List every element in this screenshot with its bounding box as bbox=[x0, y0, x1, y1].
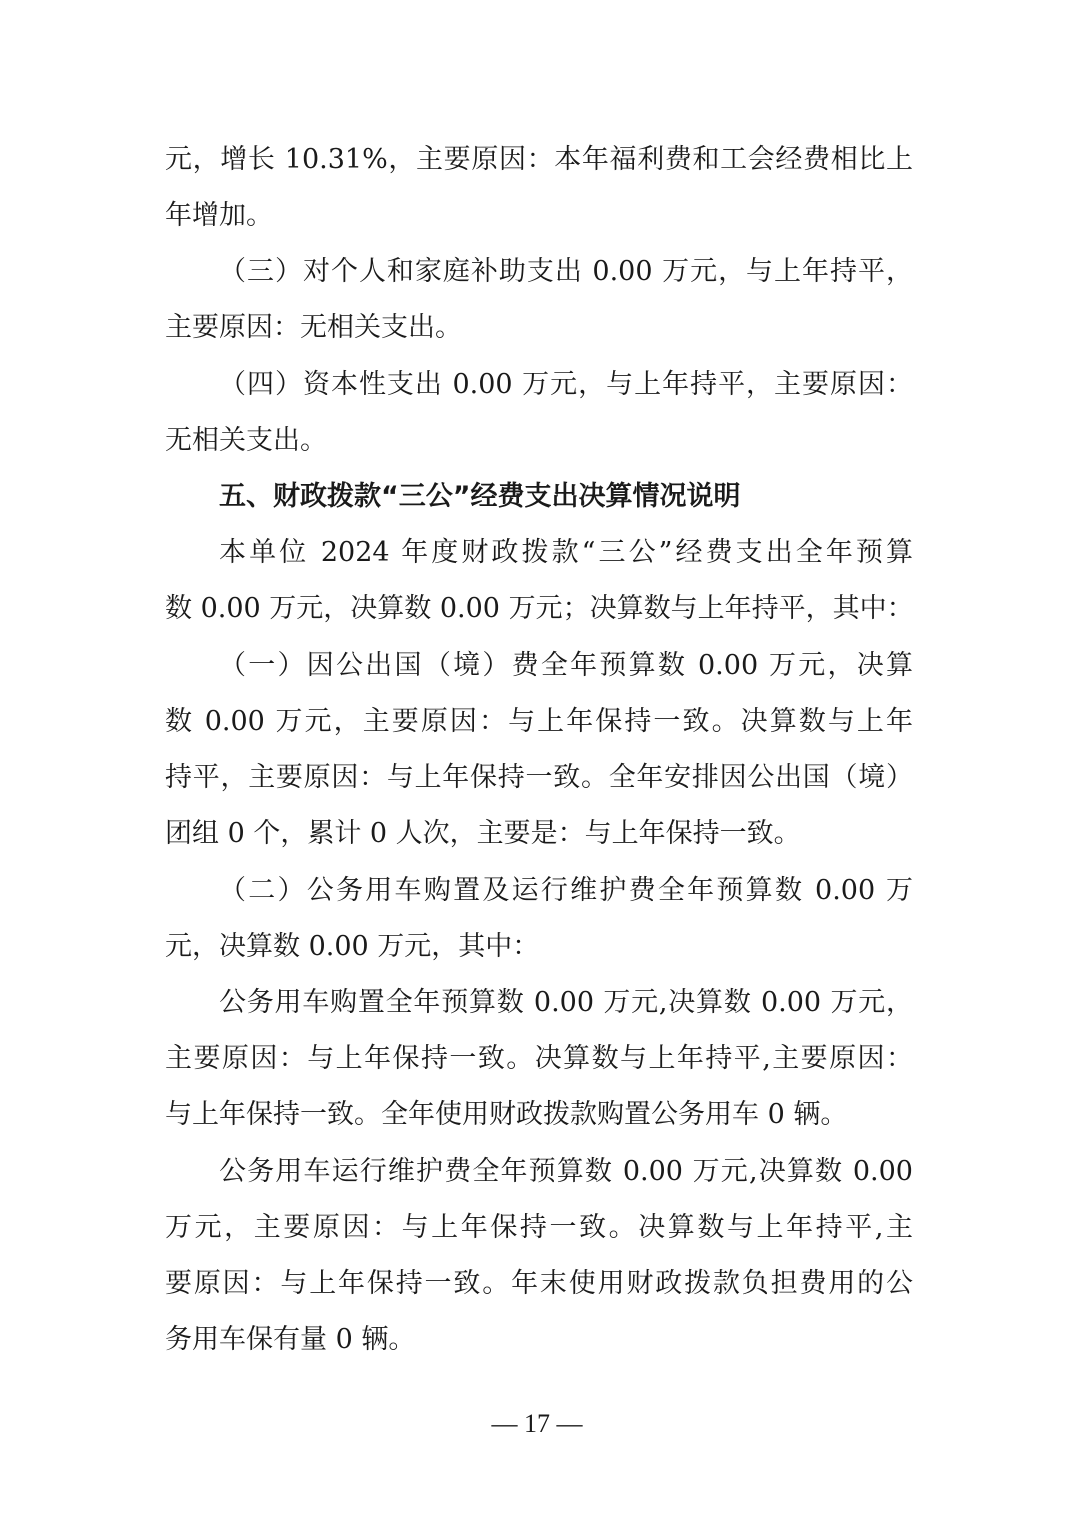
body-line: 主要原因：无相关支出。 bbox=[165, 312, 462, 343]
body-line: 要原因：与上年保持一致。年末使用财政拨款负担费用的公 bbox=[165, 1268, 913, 1299]
body-line: （二）公务用车购置及运行维护费全年预算数 0.00 万 bbox=[219, 875, 913, 906]
body-line: 务用车保有量 0 辆。 bbox=[165, 1324, 416, 1355]
body-line: （一）因公出国（境）费全年预算数 0.00 万元，决算 bbox=[219, 650, 914, 681]
body-line: （三）对个人和家庭补助支出 0.00 万元，与上年持平， bbox=[219, 256, 913, 287]
body-line: 年增加。 bbox=[165, 200, 273, 231]
body-line: 万元，主要原因：与上年保持一致。决算数与上年持平,主 bbox=[165, 1212, 913, 1243]
body-line: 公务用车购置全年预算数 0.00 万元,决算数 0.00 万元， bbox=[219, 987, 913, 1018]
body-line: 元，增长 10.31%，主要原因：本年福利费和工会经费相比上 bbox=[165, 144, 913, 175]
body-line: 团组 0 个，累计 0 人次，主要是：与上年保持一致。 bbox=[165, 818, 801, 849]
body-line: 本单位 2024 年度财政拨款“三公”经费支出全年预算 bbox=[219, 537, 913, 568]
body-line: 数 0.00 万元，决算数 0.00 万元；决算数与上年持平，其中： bbox=[165, 593, 914, 624]
body-line: （四）资本性支出 0.00 万元，与上年持平，主要原因： bbox=[219, 369, 913, 400]
section-heading: 五、财政拨款“三公”经费支出决算情况说明 bbox=[219, 481, 741, 512]
body-line: 公务用车运行维护费全年预算数 0.00 万元,决算数 0.00 bbox=[219, 1156, 913, 1187]
body-line: 主要原因：与上年保持一致。决算数与上年持平,主要原因： bbox=[165, 1043, 913, 1074]
body-line: 数 0.00 万元，主要原因：与上年保持一致。决算数与上年 bbox=[165, 706, 913, 737]
body-line: 无相关支出。 bbox=[165, 425, 327, 456]
body-line: 与上年保持一致。全年使用财政拨款购置公务用车 0 辆。 bbox=[165, 1099, 848, 1130]
body-line: 元，决算数 0.00 万元，其中： bbox=[165, 931, 540, 962]
page-number: — 17 — bbox=[491, 1409, 583, 1438]
body-line: 持平，主要原因：与上年保持一致。全年安排因公出国（境） bbox=[165, 762, 913, 793]
